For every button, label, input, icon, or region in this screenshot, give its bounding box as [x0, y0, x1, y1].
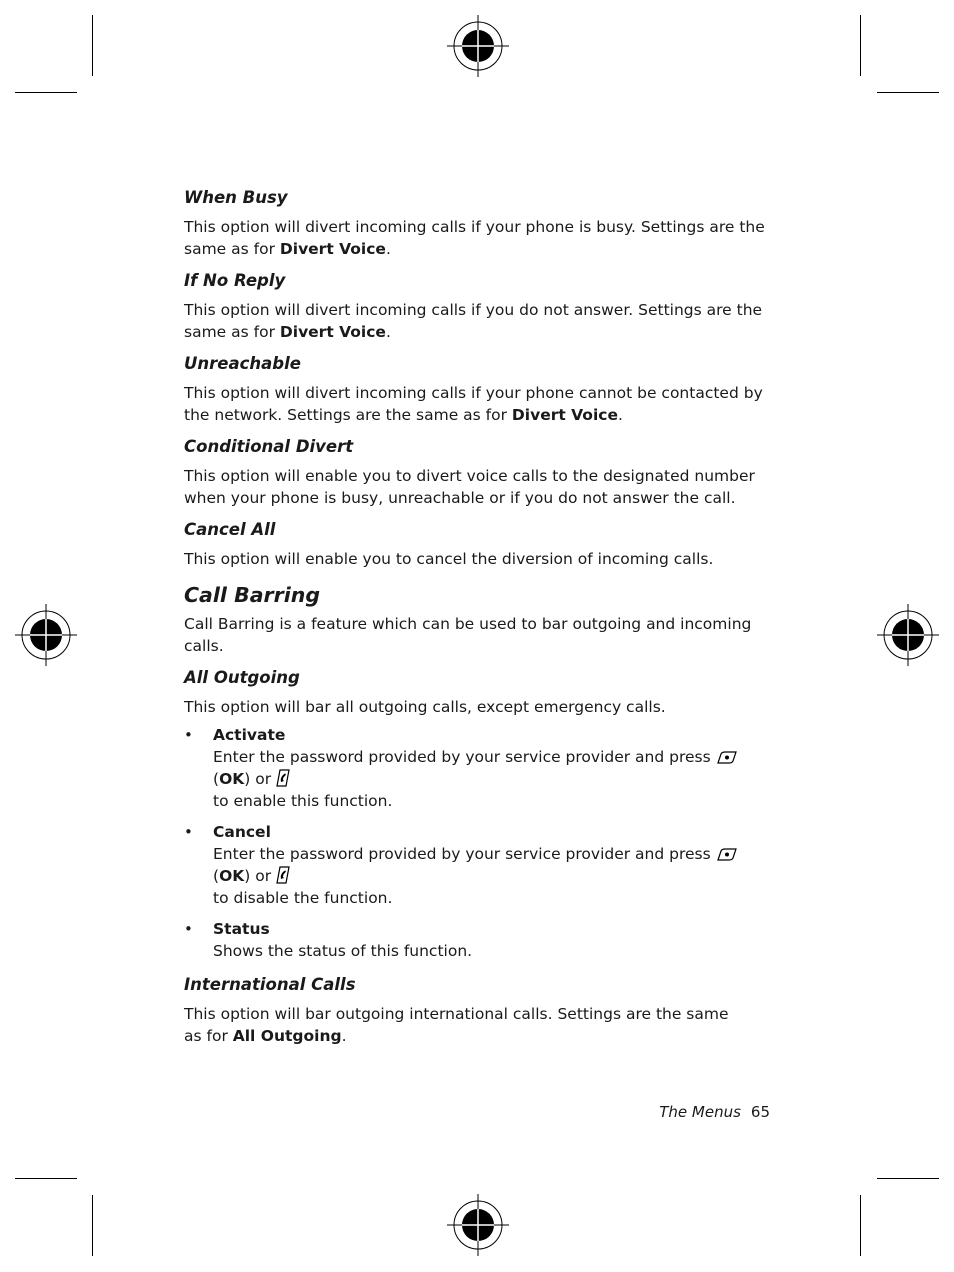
footer-section-name: The Menus: [659, 1103, 741, 1121]
heading-conditional-divert: Conditional Divert: [184, 437, 354, 456]
send-key-icon: [276, 769, 290, 787]
paragraph-if-no-reply: This option will divert incoming calls if you do not answer. Settings are the same as for Divert Voice.: [184, 301, 763, 341]
heading-when-busy: When Busy: [184, 188, 288, 207]
paragraph-cancel-all: This option will enable you to cancel the diversion of incoming calls.: [184, 550, 714, 568]
item-title-status: Status: [213, 920, 270, 938]
registration-mark-bottom-icon: [447, 1194, 509, 1256]
list-item-activate: • Activate Enter the password provided by your service provider and press (OK) or to enable this function.: [184, 724, 774, 812]
menu-key-icon: [716, 848, 738, 862]
heading-call-barring: Call Barring: [184, 583, 321, 607]
paragraph-international-calls: This option will bar outgoing international calls. Settings are the same as for All Outgoing.: [184, 1005, 729, 1045]
bullet: •: [184, 823, 193, 841]
all-outgoing-option-list: [184, 724, 774, 962]
crop-mark-top-right-horizontal: [877, 92, 939, 93]
registration-mark-top-icon: [447, 15, 509, 77]
bullet: •: [184, 726, 193, 744]
crop-mark-top-left-horizontal: [15, 92, 77, 93]
page-number: 65: [750, 1103, 770, 1121]
bullet: •: [184, 920, 193, 938]
heading-international-calls: International Calls: [184, 975, 356, 994]
heading-cancel-all: Cancel All: [184, 520, 276, 539]
paragraph-call-barring-intro: Call Barring is a feature which can be used to bar outgoing and incoming calls.: [184, 615, 752, 655]
crop-mark-top-right-vertical: [860, 15, 861, 76]
crop-mark-bottom-left-vertical: [92, 1195, 93, 1256]
paragraph-conditional-divert: This option will enable you to divert voice calls to the designated number when your phone is busy, unreachable or if you do not answer the call.: [184, 467, 755, 507]
paragraph-all-outgoing: This option will bar all outgoing calls, except emergency calls.: [184, 698, 666, 716]
heading-if-no-reply: If No Reply: [184, 271, 286, 290]
page-content: [184, 187, 774, 1057]
paragraph-unreachable: This option will divert incoming calls if your phone cannot be contacted by the network. Settings are the same as for Divert Voice.: [184, 384, 763, 424]
registration-mark-right-icon: [877, 604, 939, 666]
page-footer: [600, 1101, 770, 1123]
registration-mark-left-icon: [15, 604, 77, 666]
list-item-cancel: • Cancel Enter the password provided by your service provider and press (OK) or to disable the function.: [184, 821, 774, 909]
menu-key-icon: [716, 751, 738, 765]
list-item-status: • Status Shows the status of this function.: [184, 918, 774, 962]
heading-unreachable: Unreachable: [184, 354, 301, 373]
item-title-activate: Activate: [213, 726, 286, 744]
crop-mark-bottom-left-horizontal: [15, 1178, 77, 1179]
send-key-icon: [276, 866, 290, 884]
crop-mark-bottom-right-horizontal: [877, 1178, 939, 1179]
heading-all-outgoing: All Outgoing: [184, 668, 300, 687]
crop-mark-bottom-right-vertical: [860, 1195, 861, 1256]
crop-mark-top-left-vertical: [92, 15, 93, 76]
item-title-cancel: Cancel: [213, 823, 271, 841]
paragraph-when-busy: This option will divert incoming calls if your phone is busy. Settings are the same as for Divert Voice.: [184, 218, 765, 258]
